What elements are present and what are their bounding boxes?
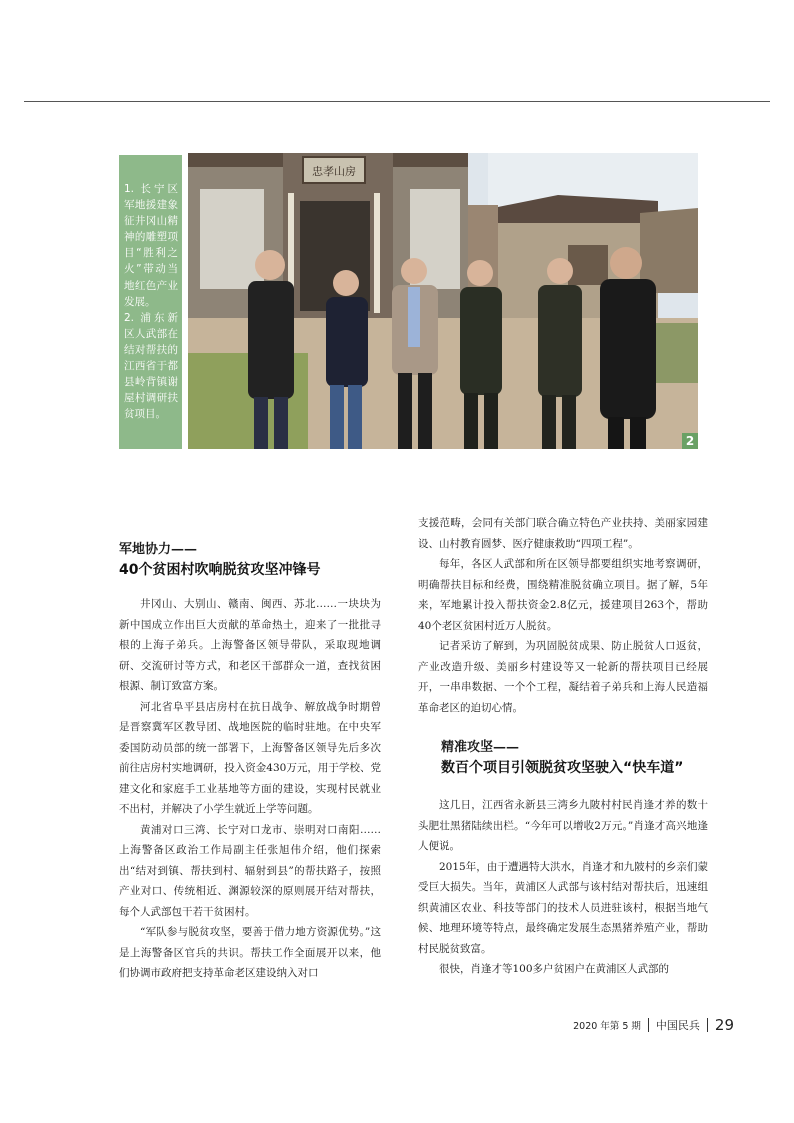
paragraph: 记者采访了解到，为巩固脱贫成果、防止脱贫人口返贫，产业改造升级、美丽乡村建设等又一轮新的帮扶项目已经展开，一串串数据、一个个工程，凝结着子弟兵和上海人民造福革命老区的迫切心情。: [418, 640, 708, 714]
caption-line-2: 2. 浦东新区人武部在结对帮扶的江西省于都县岭背镇谢屋村调研扶贫项目。: [124, 311, 178, 421]
page-footer: [573, 1016, 734, 1034]
article-right-column: [418, 513, 708, 718]
article-left-column: [119, 594, 381, 984]
paragraph: 2015年，由于遭遇特大洪水，肖逢才和九陂村的乡亲们蒙受巨大损失。当年，黄浦区人武部与该村结对帮扶后，迅速组织黄浦区农业、科技等部门的技术人员进驻该村，根据当地气候、地理环境等特点，最终确定发展生态黑猪养殖产业，帮助村民脱贫致富。: [418, 860, 708, 955]
paragraph: 河北省阜平县店房村在抗日战争、解放战争时期曾是晋察冀军区教导团、战地医院的临时驻地。在中央军委国防动员部的统一部署下，上海警备区领导先后多次前往店房村实地调研，投入资金430万元，用于学校、党建文化和家庭手工业基地等方面的建设，实现村民就业不出村，并解决了小学生就近上学等问题。: [119, 700, 381, 815]
section-title-2: 数百个项目引领脱贫攻坚驶入“快车道”: [441, 760, 684, 776]
photo-officers-visiting-village: [188, 153, 698, 449]
section-heading-2: [441, 738, 683, 778]
caption-line-1: 1. 长宁区军地援建象征井冈山精神的雕塑项目“胜利之火”带动当地红色产业发展。: [124, 183, 178, 308]
paragraph: 支援范畴，会同有关部门联合确立特色产业扶持、美丽家园建设、山村教育圆梦、医疗健康救助“四项工程”。: [418, 517, 708, 550]
page-number: 29: [714, 1016, 734, 1034]
photo-illustration: [188, 153, 698, 449]
issue-label: 2020 年第 5 期: [573, 1021, 641, 1032]
photo-caption: [119, 155, 182, 449]
section-kicker-2: 精准攻坚——: [441, 740, 520, 755]
temple-plaque-text: 忠孝山房: [312, 165, 356, 178]
section-kicker-1: 军地协力——: [119, 542, 198, 557]
paragraph: 很快，肖逢才等100多户贫困户在黄浦区人武部的: [439, 963, 670, 975]
paragraph: 井冈山、大别山、赣南、闽西、苏北……一块块为新中国成立作出巨大贡献的革命热土，迎来了一批批寻根的上海子弟兵。上海警备区领导带队，采取现地调研、交流研讨等方式，和老区干部群众一道，查找贫困根源、制订致富方案。: [119, 598, 381, 692]
footer-divider: [648, 1018, 649, 1032]
paragraph: “军队参与脱贫攻坚，要善于借力地方资源优势。”这是上海警备区官兵的共识。帮扶工作全面展开以来，他们协调市政府把支持革命老区建设纳入对口: [119, 926, 381, 979]
footer-divider: [707, 1018, 708, 1032]
paragraph: 这几日，江西省永新县三湾乡九陂村村民肖逢才养的数十头肥壮黑猪陆续出栏。“今年可以增收2万元。”肖逢才高兴地逢人便说。: [418, 799, 708, 852]
paragraph: 每年，各区人武部和所在区领导都要组织实地考察调研，明确帮扶目标和经费，围绕精准脱贫确立项目。据了解，5年来，军地累计投入帮扶资金2.8亿元，援建项目263个，帮助40个老区贫困村近万人脱贫。: [418, 558, 708, 632]
header-rule: [24, 101, 770, 102]
article-right-column-lower: [418, 795, 708, 980]
paragraph: 黄浦对口三湾、长宁对口龙市、崇明对口南阳……上海警备区政治工作局副主任张旭伟介绍，他们探索出“结对到镇、帮扶到村、辐射到县”的帮扶路子，按照产业对口、传统相近、渊源较深的原则展开结对帮扶，每个人武部包干若干贫困村。: [119, 823, 381, 918]
section-heading-1: [119, 540, 320, 580]
photo-number-badge: 2: [682, 433, 698, 449]
section-title-1: 40个贫困村吹响脱贫攻坚冲锋号: [119, 562, 321, 578]
magazine-name: 中国民兵: [655, 1019, 700, 1032]
